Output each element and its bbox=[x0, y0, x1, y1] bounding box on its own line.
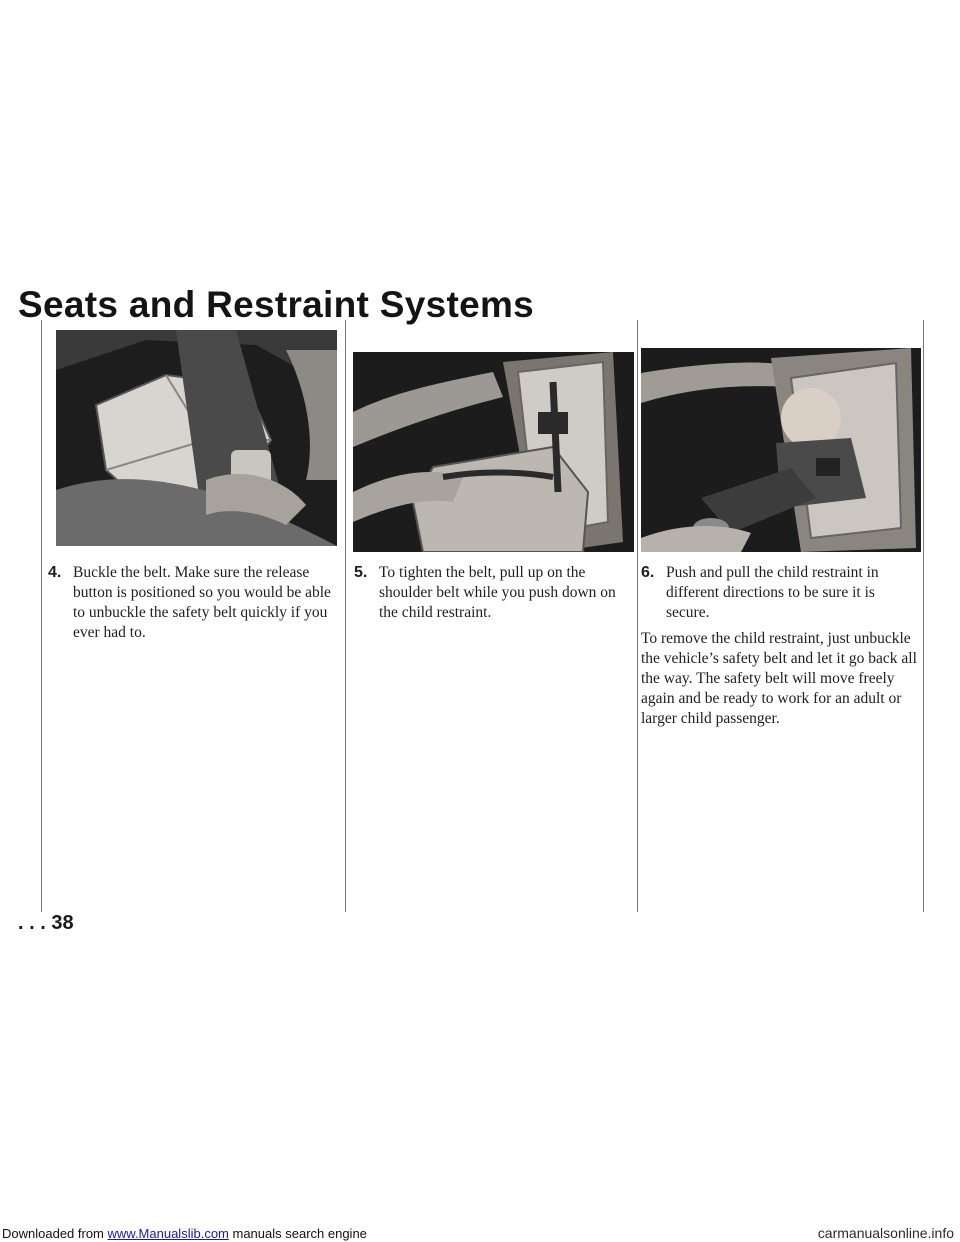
step-6 bbox=[641, 563, 916, 623]
footer-prefix: Downloaded from bbox=[2, 1226, 108, 1241]
step-column-6 bbox=[637, 320, 923, 912]
step-text: Push and pull the child restraint in different directions to be sure it is secure. bbox=[666, 564, 879, 621]
step-number: 6. bbox=[641, 564, 655, 581]
step-text: To tighten the belt, pull up on the shoulder belt while you push down on the child restraint. bbox=[379, 564, 616, 621]
step-number: 5. bbox=[354, 564, 368, 581]
buckle-belt-illustration bbox=[56, 330, 337, 546]
manualslib-link[interactable]: www.Manualslib.com bbox=[107, 1226, 229, 1241]
step-text: Buckle the belt. Make sure the release button is positioned so you would be able to unbuckle the safety belt quickly if you ever had to. bbox=[73, 564, 331, 641]
remove-restraint-paragraph: To remove the child restraint, just unbuckle the vehicle’s safety belt and let it go back all the way. The safety belt will move freely again and be ready to work for an adult or larger child passenger. bbox=[641, 630, 917, 727]
page-number: . . . 38 bbox=[18, 912, 74, 934]
step-5 bbox=[354, 563, 634, 623]
tighten-belt-illustration bbox=[353, 352, 634, 552]
column-divider bbox=[923, 320, 924, 912]
watermark: carmanualsonline.info bbox=[817, 1225, 954, 1241]
step-column-5 bbox=[345, 320, 631, 912]
page-title: Seats and Restraint Systems bbox=[18, 284, 535, 325]
secure-restraint-illustration bbox=[641, 348, 921, 552]
step-column-4 bbox=[41, 320, 331, 912]
step-number: 4. bbox=[48, 564, 62, 581]
download-footer bbox=[0, 1224, 960, 1242]
footer-credit bbox=[2, 1226, 367, 1241]
step-4 bbox=[48, 563, 344, 643]
footer-suffix: manuals search engine bbox=[228, 1226, 367, 1241]
